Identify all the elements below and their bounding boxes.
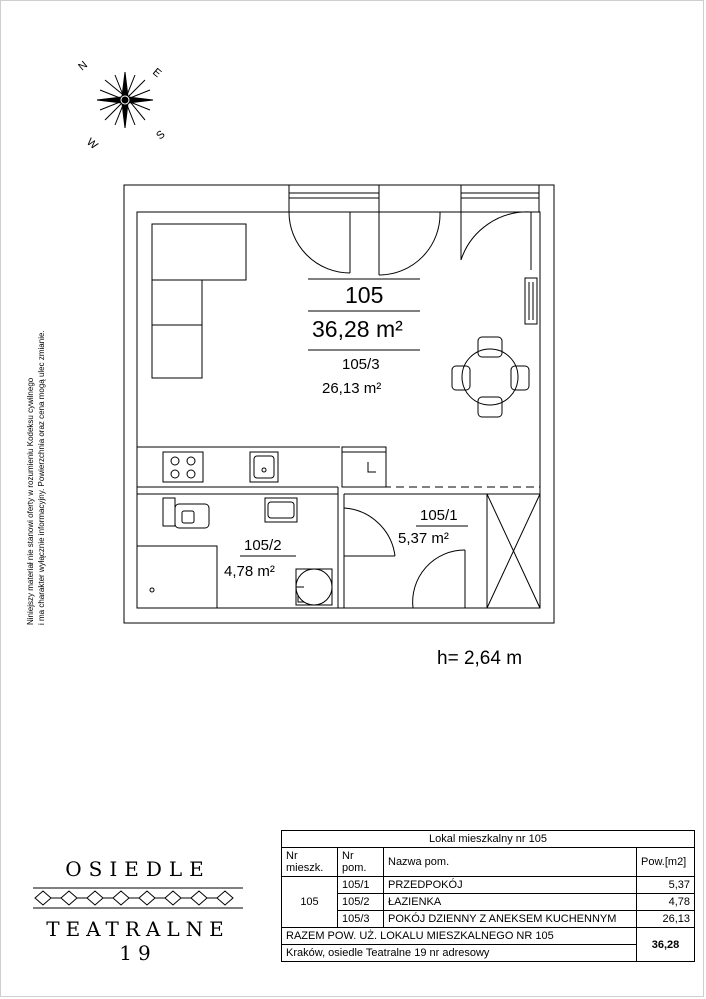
room-105-1-area: 5,37 m² <box>398 530 449 547</box>
room-105-3-area: 26,13 m² <box>322 380 382 397</box>
legend-row-2-area: 4,78 <box>637 894 695 911</box>
ornament-icon <box>33 887 243 909</box>
room-105-1-underline <box>416 525 468 528</box>
room-105-3-id: 105/3 <box>342 356 380 373</box>
legend-row-3-area: 26,13 <box>637 911 695 928</box>
compass-s: S <box>154 128 168 143</box>
room-105-2-area: 4,78 m² <box>224 563 275 580</box>
legend-row-3-nr: 105/3 <box>338 911 384 928</box>
logo-line-1: OSIEDLE <box>65 857 211 881</box>
legend-header-apartment: Nr mieszk. <box>282 848 338 877</box>
legend-total-label: RAZEM POW. UŻ. LOKALU MIESZKALNEGO NR 105 <box>282 928 637 945</box>
disclaimer-line-2: i ma charakter wyłącznie informacyjny. Powierzchnia oraz cena mogą ulec zmianie. <box>37 330 46 625</box>
room-105-1-id: 105/1 <box>420 507 458 524</box>
ceiling-height: h= 2,64 m <box>437 648 523 669</box>
compass-e: E <box>150 66 164 81</box>
legend-table <box>281 830 695 962</box>
legend-address: Kraków, osiedle Teatralne 19 nr adresowy <box>282 945 637 962</box>
compass-n: N <box>76 58 91 74</box>
legend-row-1-name: PRZEDPOKÓJ <box>384 877 637 894</box>
legend-row-1-area: 5,37 <box>637 877 695 894</box>
room-105-2-id: 105/2 <box>244 537 282 554</box>
legend-row-1-nr: 105/1 <box>338 877 384 894</box>
legend-title: Lokal mieszkalny nr 105 <box>282 831 695 848</box>
unit-number: 105 <box>345 282 384 308</box>
legend-row-2-nr: 105/2 <box>338 894 384 911</box>
legend-row-3-name: POKÓJ DZIENNY Z ANEKSEM KUCHENNYM <box>384 911 637 928</box>
legend-header-room-name: Nazwa pom. <box>384 848 637 877</box>
legend-header-room-number: Nr pom. <box>338 848 384 877</box>
disclaimer-line-1: Niniejszy materiał nie stanowi oferty w rozumieniu Kodeksu cywilnego <box>26 377 35 625</box>
legend-total-value: 36,28 <box>637 928 695 962</box>
legend-header-area: Pow.[m2] <box>637 848 695 877</box>
logo <box>28 857 248 965</box>
legend-apartment-number: 105 <box>282 877 338 928</box>
legend-row-2-name: ŁAZIENKA <box>384 894 637 911</box>
unit-area: 36,28 m² <box>312 316 403 342</box>
logo-line-2: TEATRALNE 19 <box>46 917 230 965</box>
room-105-2-underline <box>240 555 296 558</box>
compass-w: W <box>84 136 100 152</box>
